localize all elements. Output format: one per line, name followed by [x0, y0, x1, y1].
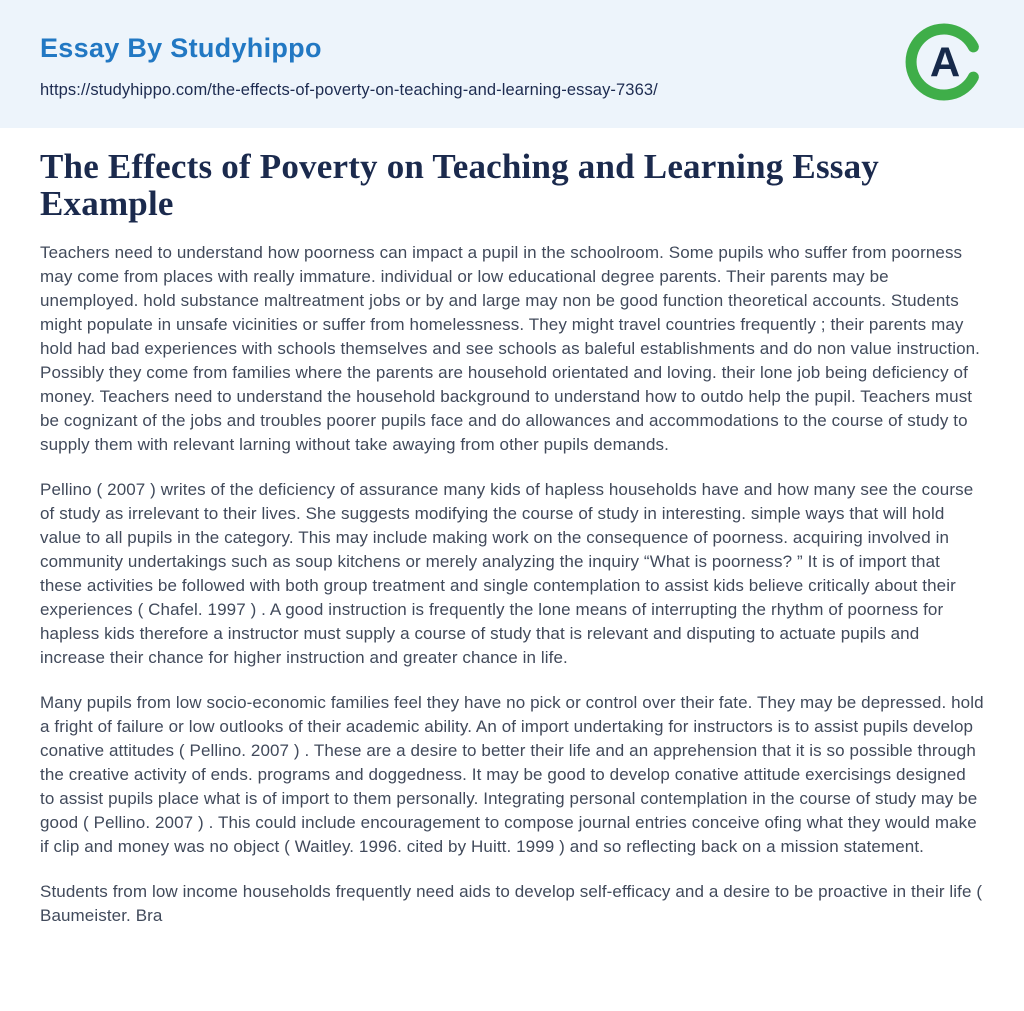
logo-letter: A — [929, 38, 961, 86]
essay-title: The Effects of Poverty on Teaching and Learning Essay Example — [40, 147, 879, 223]
page-header — [0, 0, 1024, 128]
essay-paragraph: Teachers need to understand how poorness can impact a pupil in the schoolroom. Some pupils who suffer from poorness may come from places with really immature. individual or low educational degree parents. Their parents may be unemployed. hold substance maltreatment jobs or by and large may non be good function theoretical accounts. Students might populate in unsafe vicinities or suffer from homelessness. They might travel countries frequently ; their parents may hold had bad experiences with schools themselves and see schools as baleful establishments and do non value instruction. Possibly they come from families where the parents are household orientated and loving. their lone job being deficiency of money. Teachers need to understand the household background to understand how to outdo help the pupil. Teachers must be cognizant of the jobs and troubles poorer pupils face and do allowances and accommodations to the course of study to supply them with relevant larning without take awaying from other pupils demands. — [40, 243, 981, 454]
essay-paragraph: Many pupils from low socio-economic families feel they have no pick or control over their fate. They may be depressed. hold a fright of failure or low outlooks of their academic ability. An of import undertaking for instructors is to assist pupils develop conative attitudes ( Pellino. 2007 ) . These are a desire to better their life and an apprehension that it is so possible through the creative activity of ends. programs and doggedness. It may be good to develop conative attitude exercisings designed to assist pupils place what is of import to them personally. Integrating personal contemplation in the course of study may be good ( Pellino. 2007 ) . This could include encouragement to compose journal entries conceive ofing what they would make if clip and money was no object ( Waitley. 1996. cited by Huitt. 1999 ) and so reflecting back on a mission statement. — [40, 693, 984, 856]
essay-paragraph: Pellino ( 2007 ) writes of the deficiency of assurance many kids of hapless households have and how many see the course of study as irrelevant to their lives. She suggests modifying the course of study in interesting. simple ways that will hold value to all pupils in the category. This may include making work on the consequence of poorness. acquiring involved in community undertakings such as soup kitchens or merely analyzing the inquiry “What is poorness? ” It is of import that these activities be followed with both group treatment and single contemplation to assist kids believe critically about their experiences ( Chafel. 1997 ) . A good instruction is frequently the lone means of interrupting the rhythm of poorness for hapless kids therefore a instructor must supply a course of study that is relevant and disputing to actuate pupils and increase their chance for higher instruction and greater chance in life. — [40, 480, 974, 667]
studyhippo-logo — [904, 21, 986, 103]
essay-paragraph: Students from low income households frequently need aids to develop self-efficacy and a desire to be proactive in their life ( Baumeister. Bra — [40, 882, 983, 925]
site-title: Essay By Studyhippo — [40, 33, 322, 63]
logo-graphic — [904, 21, 986, 103]
essay-content — [0, 128, 1024, 928]
source-url-link[interactable]: https://studyhippo.com/the-effects-of-poverty-on-teaching-and-learning-essay-7363/ — [40, 81, 658, 99]
